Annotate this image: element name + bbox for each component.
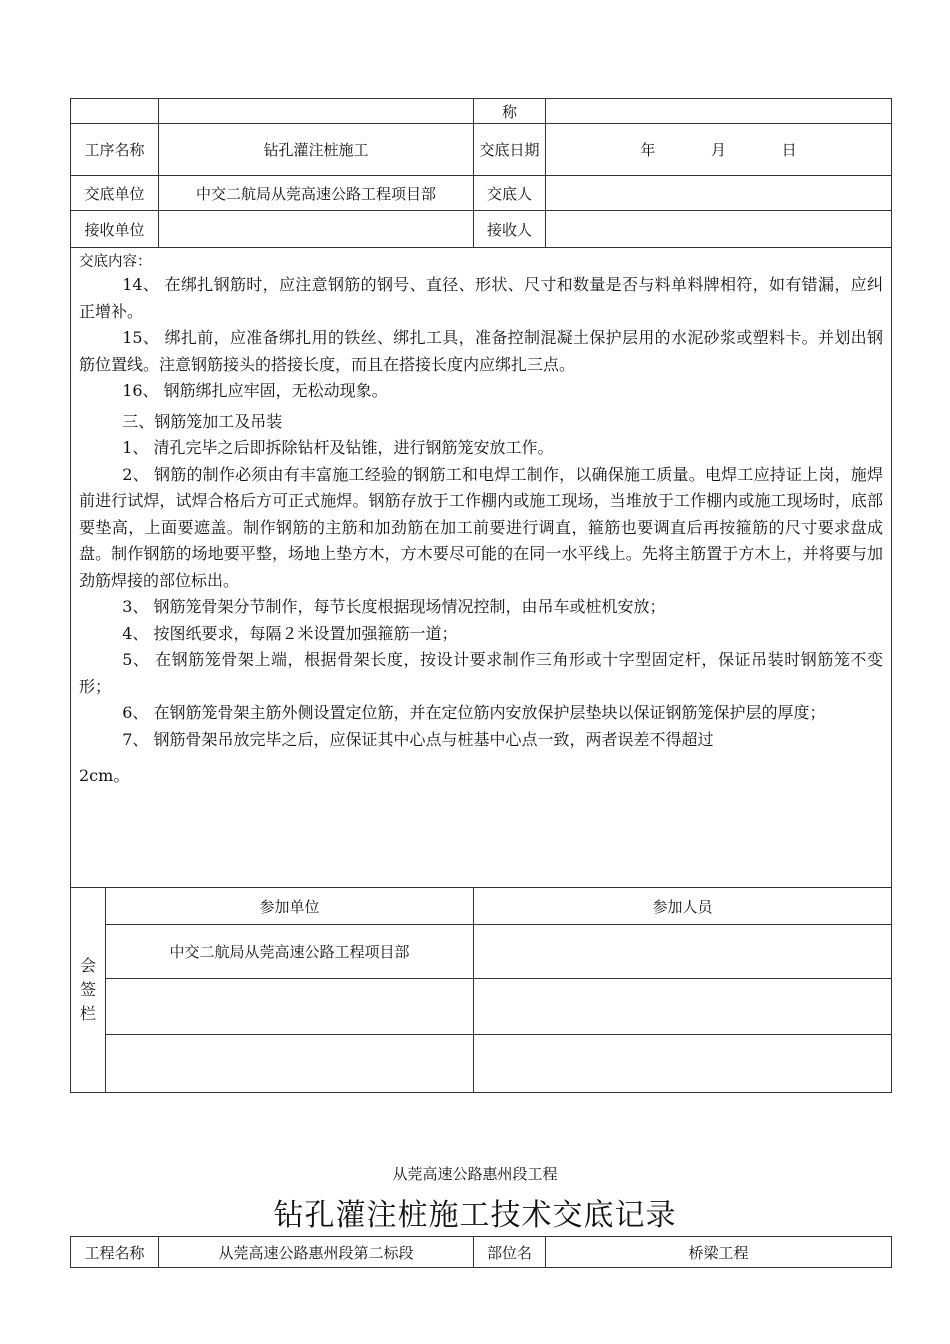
content-paragraph: 4、 按图纸要求，每隔２米设置加强箍筋一道；: [122, 623, 458, 643]
receiver-person-value: [546, 211, 892, 248]
participant-unit: [106, 979, 474, 1035]
date-label: 交底日期: [474, 124, 546, 176]
participant-unit: [106, 1035, 474, 1093]
side-char: 会: [79, 956, 96, 975]
cell-empty: [546, 99, 892, 124]
section-heading: 三、钢筋笼加工及吊装: [122, 411, 283, 431]
disclosure-record-table: [70, 98, 892, 888]
cell-empty: [71, 99, 159, 124]
cell-empty: [159, 99, 474, 124]
content-paragraph: 5、 在钢筋笼骨架上端，根据骨架长度，按设计要求制作三角形或十字型固定杆，保证吊装时钢筋笼不变形；: [79, 650, 883, 696]
receiver-unit-label: 接收单位: [71, 211, 159, 248]
signoff-side-label: [71, 888, 106, 1093]
content-label: 交底内容：: [79, 254, 152, 270]
part-label: 部位名: [474, 1237, 546, 1268]
procedure-label: 工序名称: [71, 124, 159, 176]
receiver-person-label: 接收人: [474, 211, 546, 248]
content-paragraph: 2、 钢筋的制作必须由有丰富施工经验的钢筋工和电焊工制作，以确保施工质量。电焊工应持证上岗，施焊前进行试焊，试焊合格后方可正式施焊。钢筋存放于工作棚内或施工现场，当堆放于工作棚内或施工现场时，底部要垫高，上面要遮盖。制作钢筋的主筋和加劲筋在加工前要进行调直，箍筋也要调直后再按箍筋的尺寸要求盘成盘。制作钢筋的场地要平整，场地上垫方木，方木要尽可能的在同一水平线上。先将主筋置于方木上，并将要与加劲筋焊接的部位标出。: [79, 464, 883, 590]
participant-person: [474, 1035, 892, 1093]
content-paragraph: 15、 绑扎前，应准备绑扎用的铁丝、绑扎工具，准备控制混凝土保护层用的水泥砂浆或塑料卡。并划出钢筋位置线。注意钢筋接头的搭接长度，而且在搭接长度内应绑扎三点。: [79, 328, 883, 374]
content-paragraph: 14、 在绑扎钢筋时，应注意钢筋的钢号、直径、形状、尺寸和数量是否与料单料牌相符，如有错漏，应纠正增补。: [79, 275, 883, 321]
participant-person: [474, 925, 892, 979]
date-value: [546, 124, 892, 176]
unit-value: 中交二航局从莞高速公路工程项目部: [159, 176, 474, 211]
content-paragraph: 6、 在钢筋笼骨架主筋外侧设置定位筋，并在定位筋内安放保护层垫块以保证钢筋笼保护层的厚度；: [122, 703, 826, 722]
content-paragraph: 3、 钢筋笼骨架分节制作，每节长度根据现场情况控制，由吊车或桩机安放；: [122, 597, 666, 616]
date-month: 月: [710, 141, 726, 159]
participant-unit: 中交二航局从莞高速公路工程项目部: [106, 925, 474, 979]
participant-person-header: 参加人员: [474, 888, 892, 925]
content-paragraph: 16、 钢筋绑扎应牢固，无松动现象。: [122, 381, 388, 400]
participant-person: [474, 979, 892, 1035]
project-subtitle: 从莞高速公路惠州段工程: [392, 1165, 558, 1183]
header-fragment: 称: [474, 99, 546, 124]
date-day: 日: [781, 141, 797, 159]
next-page-table: [70, 1236, 892, 1268]
side-char: 签: [79, 980, 96, 999]
receiver-unit-value: [159, 211, 474, 248]
unit-label: 交底单位: [71, 176, 159, 211]
content-tail: 2cm。: [79, 766, 130, 785]
content-paragraph: 1、 清孔完毕之后即拆除钻杆及钻锥，进行钢筋笼安放工作。: [122, 438, 554, 457]
part-value: 桥梁工程: [546, 1237, 892, 1268]
side-char: 栏: [79, 1004, 96, 1023]
discloser-value: [546, 176, 892, 211]
signoff-table: [70, 887, 892, 1093]
participant-unit-header: 参加单位: [106, 888, 474, 925]
date-year: 年: [640, 141, 656, 159]
content-paragraph: 7、 钢筋骨架吊放完毕之后，应保证其中心点与桩基中心点一致，两者误差不得超过: [122, 729, 714, 749]
content-section: [71, 248, 892, 888]
project-name-label: 工程名称: [71, 1237, 159, 1268]
project-name-value: 从莞高速公路惠州段第二标段: [159, 1237, 474, 1268]
procedure-value: 钻孔灌注桩施工: [159, 124, 474, 176]
document-title: 钻孔灌注桩施工技术交底记录: [273, 1198, 677, 1233]
discloser-label: 交底人: [474, 176, 546, 211]
